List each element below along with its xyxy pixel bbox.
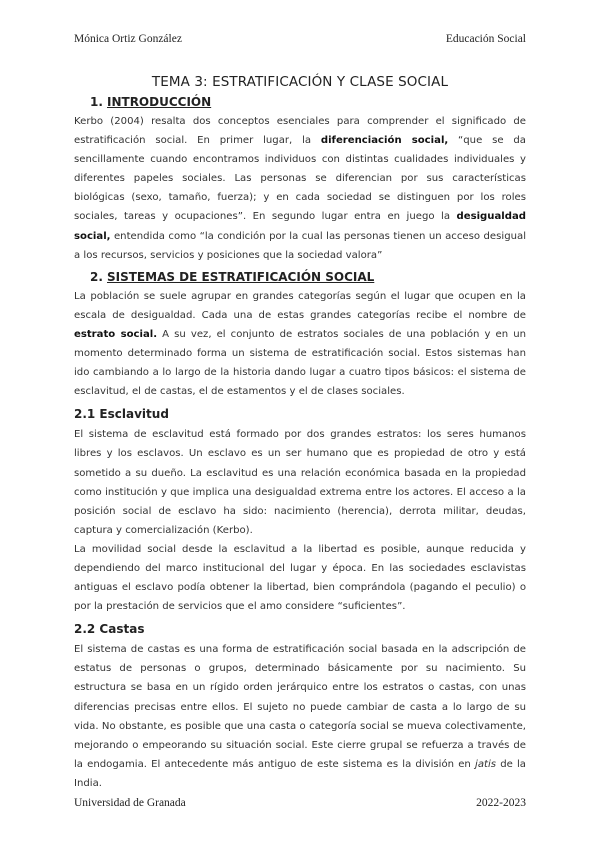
subsection-heading-castes: 2.2 Castas <box>74 622 145 637</box>
header-author: Mónica Ortiz González <box>74 33 182 45</box>
section-title: SISTEMAS DE ESTRATIFICACIÓN SOCIAL <box>107 269 375 284</box>
page-title: TEMA 3: ESTRATIFICACIÓN Y CLASE SOCIAL <box>151 74 449 90</box>
text-run: A su vez, el conjunto de estratos sociales de una población y en un momento determinado forma un sistema de estratificación social. Estos sistemas han ido cambiando a lo largo de la historia dando lugar a cuatro tipos básicos: el sistema de esclavitud, el de castas, el de estamentos y el de clases sociales. <box>74 328 527 398</box>
text-run: La población se suele agrupar en grandes categorías según el lugar que ocupen en la escala de desigualdad. Cada una de estas grandes categorías recibe el nombre de <box>74 290 526 321</box>
section-number: 2. <box>90 269 103 284</box>
document-body <box>74 74 526 793</box>
footer-year: 2022-2023 <box>476 797 526 809</box>
section-title: INTRODUCCIÓN <box>107 95 212 109</box>
castes-paragraph <box>74 640 526 793</box>
italic-term: jatis <box>475 758 497 770</box>
intro-paragraph <box>74 112 526 265</box>
text-run: entendida como “la condición por la cual las personas tienen un acceso desigual a los recursos, servicios y posiciones que la sociedad valora” <box>74 230 526 261</box>
bold-term: desigualdad social, <box>74 211 526 242</box>
section-heading-intro <box>74 95 526 109</box>
slavery-paragraph-2: La movilidad social desde la esclavitud a la libertad es posible, aunque reducida y dependiendo del marco institucional del lugar y época. En las sociedades esclavistas antiguas el esclavo podía obtener la libertad, bien comprándola (pagando el peculio) o por la prestación de servicios que el amo considere “suficientes”. <box>74 543 526 613</box>
text-run: Kerbo (2004) resalta dos conceptos esenciales para comprender el significado de estratificación social. En primer lugar, la <box>74 116 526 147</box>
header-subject: Educación Social <box>445 33 526 45</box>
bold-term: estrato social. <box>74 328 158 340</box>
text-run: El sistema de castas es una forma de estratificación social basada en la adscripción de estatus de personas o grupos, determinado básicamente por su nacimiento. Su estructura se basa en un rígido orden jerárquico entre los estratos o castas, con unas diferencias precisas entre ellos. El sujeto no puede cambiar de casta a lo largo de su vida. No obstante, es posible que una casta o categoría social se mueva colectivamente, mejorando o empeorando su situación social. Este cierre grupal se refuerza a través de la endogamia. El antecedente más antiguo de este sistema es la división en <box>74 644 526 770</box>
page-header <box>74 33 526 49</box>
text-run: “que se da sencillamente cuando encontramos individuos con distintas cualidades individuales y diferentes papeles sociales. Las personas se diferencian por sus características biológicas (sexo, tamaño, fuerza); y en cada sociedad se distinguen por los roles sociales, tareas y ocupaciones”. En segundo lugar entra en juego la <box>74 135 526 223</box>
bold-term: diferenciación social, <box>320 135 449 147</box>
systems-paragraph <box>74 287 526 402</box>
page-footer <box>74 797 526 813</box>
section-number: 1. <box>90 95 103 109</box>
subsection-heading-slavery: 2.1 Esclavitud <box>74 407 169 422</box>
section-heading-systems <box>74 270 526 284</box>
slavery-paragraph-1: El sistema de esclavitud está formado por dos grandes estratos: los seres humanos libres y los esclavos. Un esclavo es un ser humano que es propiedad de otro y está sometido a su dueño. La esclavitud es una relación económica basada en la propiedad como institución y que implica una desigualdad extrema entre los actores. El acceso a la posición social de esclavo ha sido: nacimiento (herencia), derrota militar, deudas, captura y comercialización (Kerbo). <box>74 429 526 536</box>
footer-university: Universidad de Granada <box>74 797 186 809</box>
text-run: de la India. <box>74 758 526 789</box>
